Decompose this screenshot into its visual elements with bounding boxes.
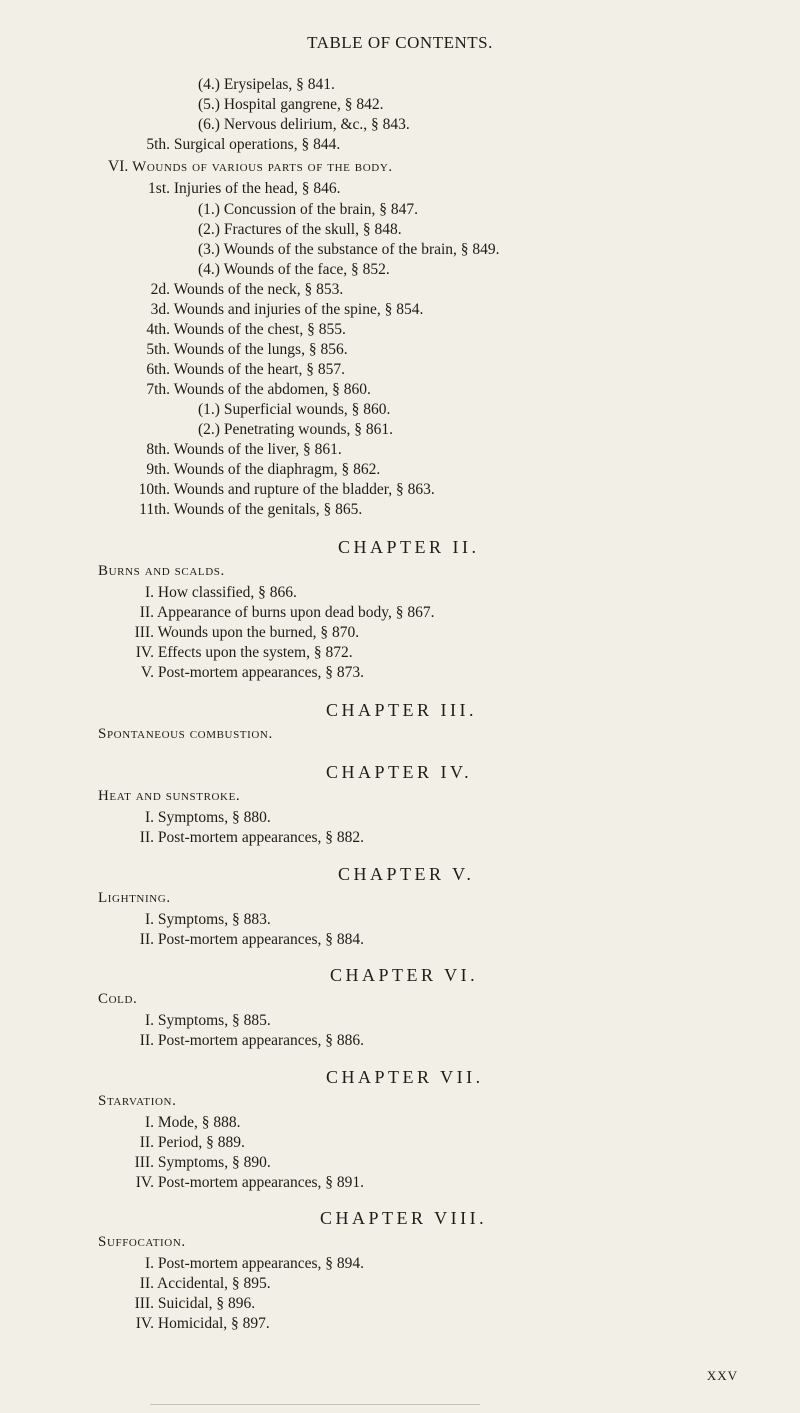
chapter-title: CHAPTER III.	[326, 700, 477, 720]
chapter-title: CHAPTER VII.	[326, 1067, 484, 1087]
chapter-title: CHAPTER II.	[338, 537, 480, 557]
toc-entry: I. Symptoms, § 880.	[144, 809, 271, 826]
toc-entry: III. Suicidal, § 896.	[134, 1295, 256, 1312]
toc-entry: III. Wounds upon the burned, § 870.	[134, 624, 360, 641]
toc-entry: II. Accidental, § 895.	[139, 1275, 271, 1292]
toc-entry: I. Symptoms, § 883.	[144, 911, 271, 928]
chapter-title: CHAPTER VI.	[330, 965, 479, 985]
toc-entry: (4.) Erysipelas, § 841.	[198, 76, 335, 93]
toc-entry: IV. Homicidal, § 897.	[135, 1315, 270, 1332]
toc-entry: IV. Post-mortem appearances, § 891.	[135, 1174, 365, 1191]
chapter-subject: Suffocation.	[98, 1234, 186, 1250]
toc-entry: (1.) Superficial wounds, § 860.	[198, 401, 391, 418]
chapter-title: CHAPTER V.	[338, 864, 475, 884]
toc-entry: II. Post-mortem appearances, § 886.	[139, 1032, 365, 1049]
toc-entry: 11th. Wounds of the genitals, § 865.	[139, 501, 363, 518]
toc-entry: (2.) Penetrating wounds, § 861.	[198, 421, 394, 438]
toc-entry: I. Post-mortem appearances, § 894.	[144, 1255, 365, 1272]
toc-entry: I. How classified, § 866.	[144, 584, 297, 601]
chapter-subject: Starvation.	[98, 1093, 177, 1109]
toc-entry: II. Appearance of burns upon dead body, § 867.	[139, 604, 435, 621]
chapter-subject: Burns and scalds.	[98, 563, 225, 579]
toc-entry: (6.) Nervous delirium, &c., § 843.	[198, 116, 410, 133]
toc-entry: I. Mode, § 888.	[144, 1114, 241, 1131]
toc-entry: 5th. Wounds of the lungs, § 856.	[146, 341, 348, 358]
toc-entry: 6th. Wounds of the heart, § 857.	[146, 361, 345, 378]
bottom-rule	[150, 1404, 480, 1405]
toc-entry: 2d. Wounds of the neck, § 853.	[150, 281, 344, 298]
toc-entry: 9th. Wounds of the diaphragm, § 862.	[146, 461, 381, 478]
toc-entry: (2.) Fractures of the skull, § 848.	[198, 221, 402, 238]
chapter-subject: Cold.	[98, 991, 138, 1007]
toc-entry: (4.) Wounds of the face, § 852.	[198, 261, 390, 278]
toc-entry: 8th. Wounds of the liver, § 861.	[146, 441, 342, 458]
toc-entry: 3d. Wounds and injuries of the spine, § 854.	[150, 301, 424, 318]
chapter-title: CHAPTER VIII.	[320, 1208, 488, 1228]
toc-entry: (1.) Concussion of the brain, § 847.	[198, 201, 418, 218]
toc-entry: II. Post-mortem appearances, § 882.	[139, 829, 365, 846]
toc-entry: V. Post-mortem appearances, § 873.	[140, 664, 365, 681]
toc-entry: 5th. Surgical operations, § 844.	[146, 136, 341, 153]
toc-entry: IV. Effects upon the system, § 872.	[135, 644, 353, 661]
page-number: XXV	[706, 1368, 738, 1383]
toc-entry: 1st. Injuries of the head, § 846.	[148, 180, 341, 197]
toc-entry: 10th. Wounds and rupture of the bladder, § 863.	[138, 481, 435, 498]
toc-entry: (5.) Hospital gangrene, § 842.	[198, 96, 384, 113]
toc-entry: 7th. Wounds of the abdomen, § 860.	[146, 381, 371, 398]
toc-entry: (3.) Wounds of the substance of the brain, § 849.	[198, 241, 500, 258]
toc-entry: I. Symptoms, § 885.	[144, 1012, 271, 1029]
toc-entry: III. Symptoms, § 890.	[134, 1154, 271, 1171]
toc-entry: 4th. Wounds of the chest, § 855.	[146, 321, 346, 338]
chapter-subject: Spontaneous combustion.	[98, 726, 273, 742]
toc-entry: II. Post-mortem appearances, § 884.	[139, 931, 365, 948]
section-heading: VI. Wounds of various parts of the body.	[108, 158, 393, 175]
running-head: TABLE OF CONTENTS.	[307, 33, 493, 52]
chapter-title: CHAPTER IV.	[326, 762, 473, 782]
chapter-subject: Heat and sunstroke.	[98, 788, 241, 804]
chapter-subject: Lightning.	[98, 890, 171, 906]
toc-entry: II. Period, § 889.	[139, 1134, 245, 1151]
